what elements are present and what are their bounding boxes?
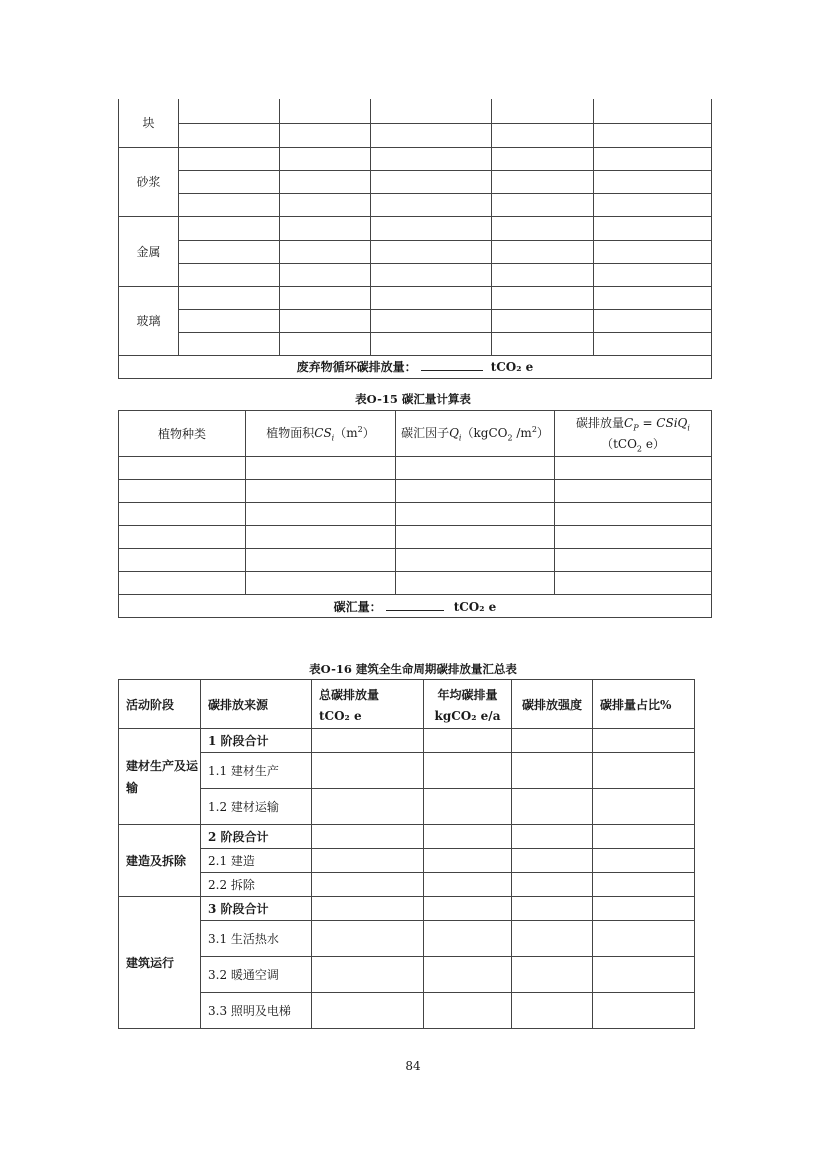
header-stage: 活动阶段 xyxy=(119,680,201,729)
source-row: 2 阶段合计 xyxy=(201,825,312,849)
carbon-sink-table xyxy=(118,410,712,618)
source-row: 2.2 拆除 xyxy=(201,873,312,897)
header-sink-factor: 碳汇因子$Q_i(kgCO_2$ $/m^2$） xyxy=(396,411,555,457)
material-group-label: 玻璃 xyxy=(119,286,179,355)
header-intensity: 碳排放强度 xyxy=(512,680,593,729)
header-plant-area: 植物面积$CS_i(m^2)$ xyxy=(246,411,396,457)
source-row: 1.2 建材运输 xyxy=(201,789,312,825)
header-annual: 年均碳排量 kgCO₂ e/a xyxy=(424,680,512,729)
source-row: 3.3 照明及电梯 xyxy=(201,993,312,1029)
page-number: 84 xyxy=(405,1059,421,1073)
source-row: 3.2 暖通空调 xyxy=(201,957,312,993)
header-total: 总碳排放量 tCO₂ e xyxy=(312,680,424,729)
header-source: 碳排放来源 xyxy=(201,680,312,729)
material-group-label: 块 xyxy=(119,99,179,147)
lifecycle-summary-table xyxy=(118,679,695,1029)
header-plant-type: 植物种类 xyxy=(119,411,246,457)
table-caption: 表O-15 碳汇量计算表 xyxy=(355,392,471,406)
header-share: 碳排量占比% xyxy=(593,680,695,729)
waste-recycling-total: 废弃物循环碳排放量： tCO₂ e xyxy=(119,355,712,378)
source-row: 1 阶段合计 xyxy=(201,729,312,753)
stage-label: 建材生产及运输 xyxy=(119,729,201,825)
material-group-label: 砂浆 xyxy=(119,147,179,216)
header-emission: 碳排放量$C_P$ = CSiQ$_i$ （tCO$_2$ e） xyxy=(555,411,712,457)
material-group-label: 金属 xyxy=(119,216,179,286)
source-row: 1.1 建材生产 xyxy=(201,753,312,789)
carbon-sink-total: 碳汇量： tCO₂ e xyxy=(119,595,712,618)
source-row: 3.1 生活热水 xyxy=(201,921,312,957)
stage-label: 建筑运行 xyxy=(119,897,201,1029)
table-caption: 表O-16 建筑全生命周期碳排放量汇总表 xyxy=(309,662,517,676)
stage-label: 建造及拆除 xyxy=(119,825,201,897)
source-row: 3 阶段合计 xyxy=(201,897,312,921)
waste-recycling-table xyxy=(118,99,712,379)
source-row: 2.1 建造 xyxy=(201,849,312,873)
